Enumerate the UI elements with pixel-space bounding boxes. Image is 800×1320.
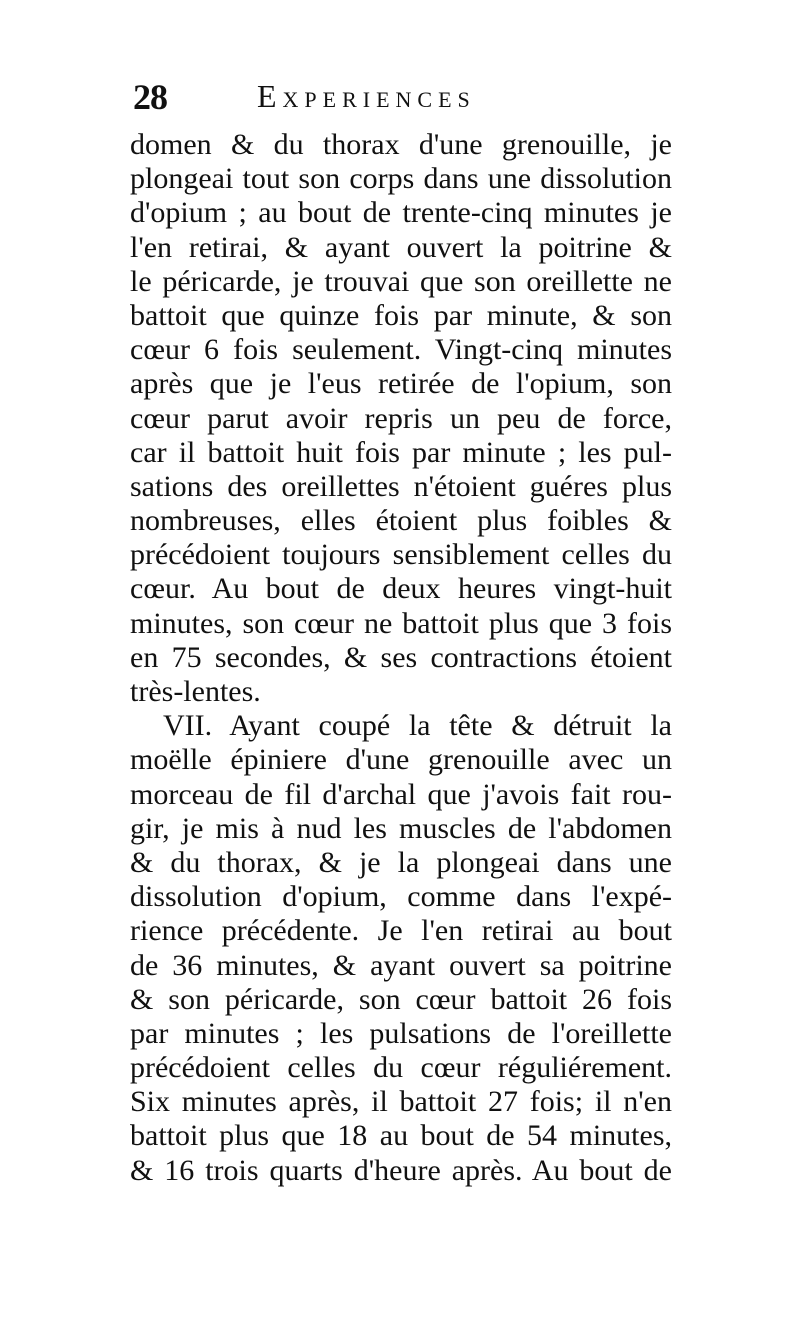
section-start-line: VII. Ayant coupé la tête & détruit la bbox=[163, 709, 672, 743]
text-line: l'en retirai, & ayant ouvert la poitrine & bbox=[130, 230, 672, 264]
text-line: minutes, son cœur ne battoit plus que 3 fois bbox=[130, 606, 672, 640]
text-line: car il battoit huit fois par minute ; les pul- bbox=[130, 435, 672, 469]
text-line: d'opium ; au bout de trente-cinq minutes je bbox=[130, 196, 672, 230]
text-line: moëlle épiniere d'une grenouille avec un bbox=[130, 743, 672, 777]
text-line: Six minutes après, il battoit 27 fois; il n'en bbox=[130, 1085, 672, 1119]
text-line: & du thorax, & je la plongeai dans une bbox=[130, 845, 672, 879]
text-line: plongeai tout son corps dans une dissolution bbox=[130, 162, 672, 196]
text-line: dissolution d'opium, comme dans l'expé- bbox=[130, 880, 672, 914]
text-line: sations des oreillettes n'étoient guéres plus bbox=[130, 469, 672, 503]
page-number: 28 bbox=[133, 77, 167, 117]
text-line: domen & du thorax d'une grenouille, je bbox=[130, 128, 672, 161]
text-line: précédoient celles du cœur réguliérement. bbox=[130, 1051, 672, 1085]
text-line: battoit que quinze fois par minute, & son bbox=[130, 298, 672, 332]
text-line: cœur. Au bout de deux heures vingt-huit bbox=[130, 572, 672, 606]
running-title: Experiences bbox=[257, 78, 476, 114]
text-line: le péricarde, je trouvai que son oreillette ne bbox=[130, 264, 672, 298]
text-line: après que je l'eus retirée de l'opium, son bbox=[130, 367, 672, 401]
text-line: battoit plus que 18 au bout de 54 minutes, bbox=[130, 1119, 672, 1153]
text-line: & 16 trois quarts d'heure après. Au bout de bbox=[130, 1153, 672, 1187]
text-line: en 75 secondes, & ses contractions étoient bbox=[130, 640, 672, 674]
text-line: rience précédente. Je l'en retirai au bout bbox=[130, 914, 672, 948]
text-line: cœur 6 fois seulement. Vingt-cinq minutes bbox=[130, 333, 672, 367]
text-line: gir, je mis à nud les muscles de l'abdomen bbox=[130, 811, 672, 845]
page-header bbox=[133, 76, 673, 116]
text-line: & son péricarde, son cœur battoit 26 fois bbox=[130, 982, 672, 1016]
text-line: par minutes ; les pulsations de l'oreillette bbox=[130, 1016, 672, 1050]
body-text bbox=[130, 128, 672, 1188]
text-line: nombreuses, elles étoient plus foibles & bbox=[130, 504, 672, 538]
paragraph-end-line: très-lentes. bbox=[130, 675, 261, 708]
text-line: précédoient toujours sensiblement celles du bbox=[130, 538, 672, 572]
text-line: morceau de fil d'archal que j'avois fait rou- bbox=[130, 777, 672, 811]
text-line: cœur parut avoir repris un peu de force, bbox=[130, 401, 672, 435]
text-line: de 36 minutes, & ayant ouvert sa poitrine bbox=[130, 948, 672, 982]
